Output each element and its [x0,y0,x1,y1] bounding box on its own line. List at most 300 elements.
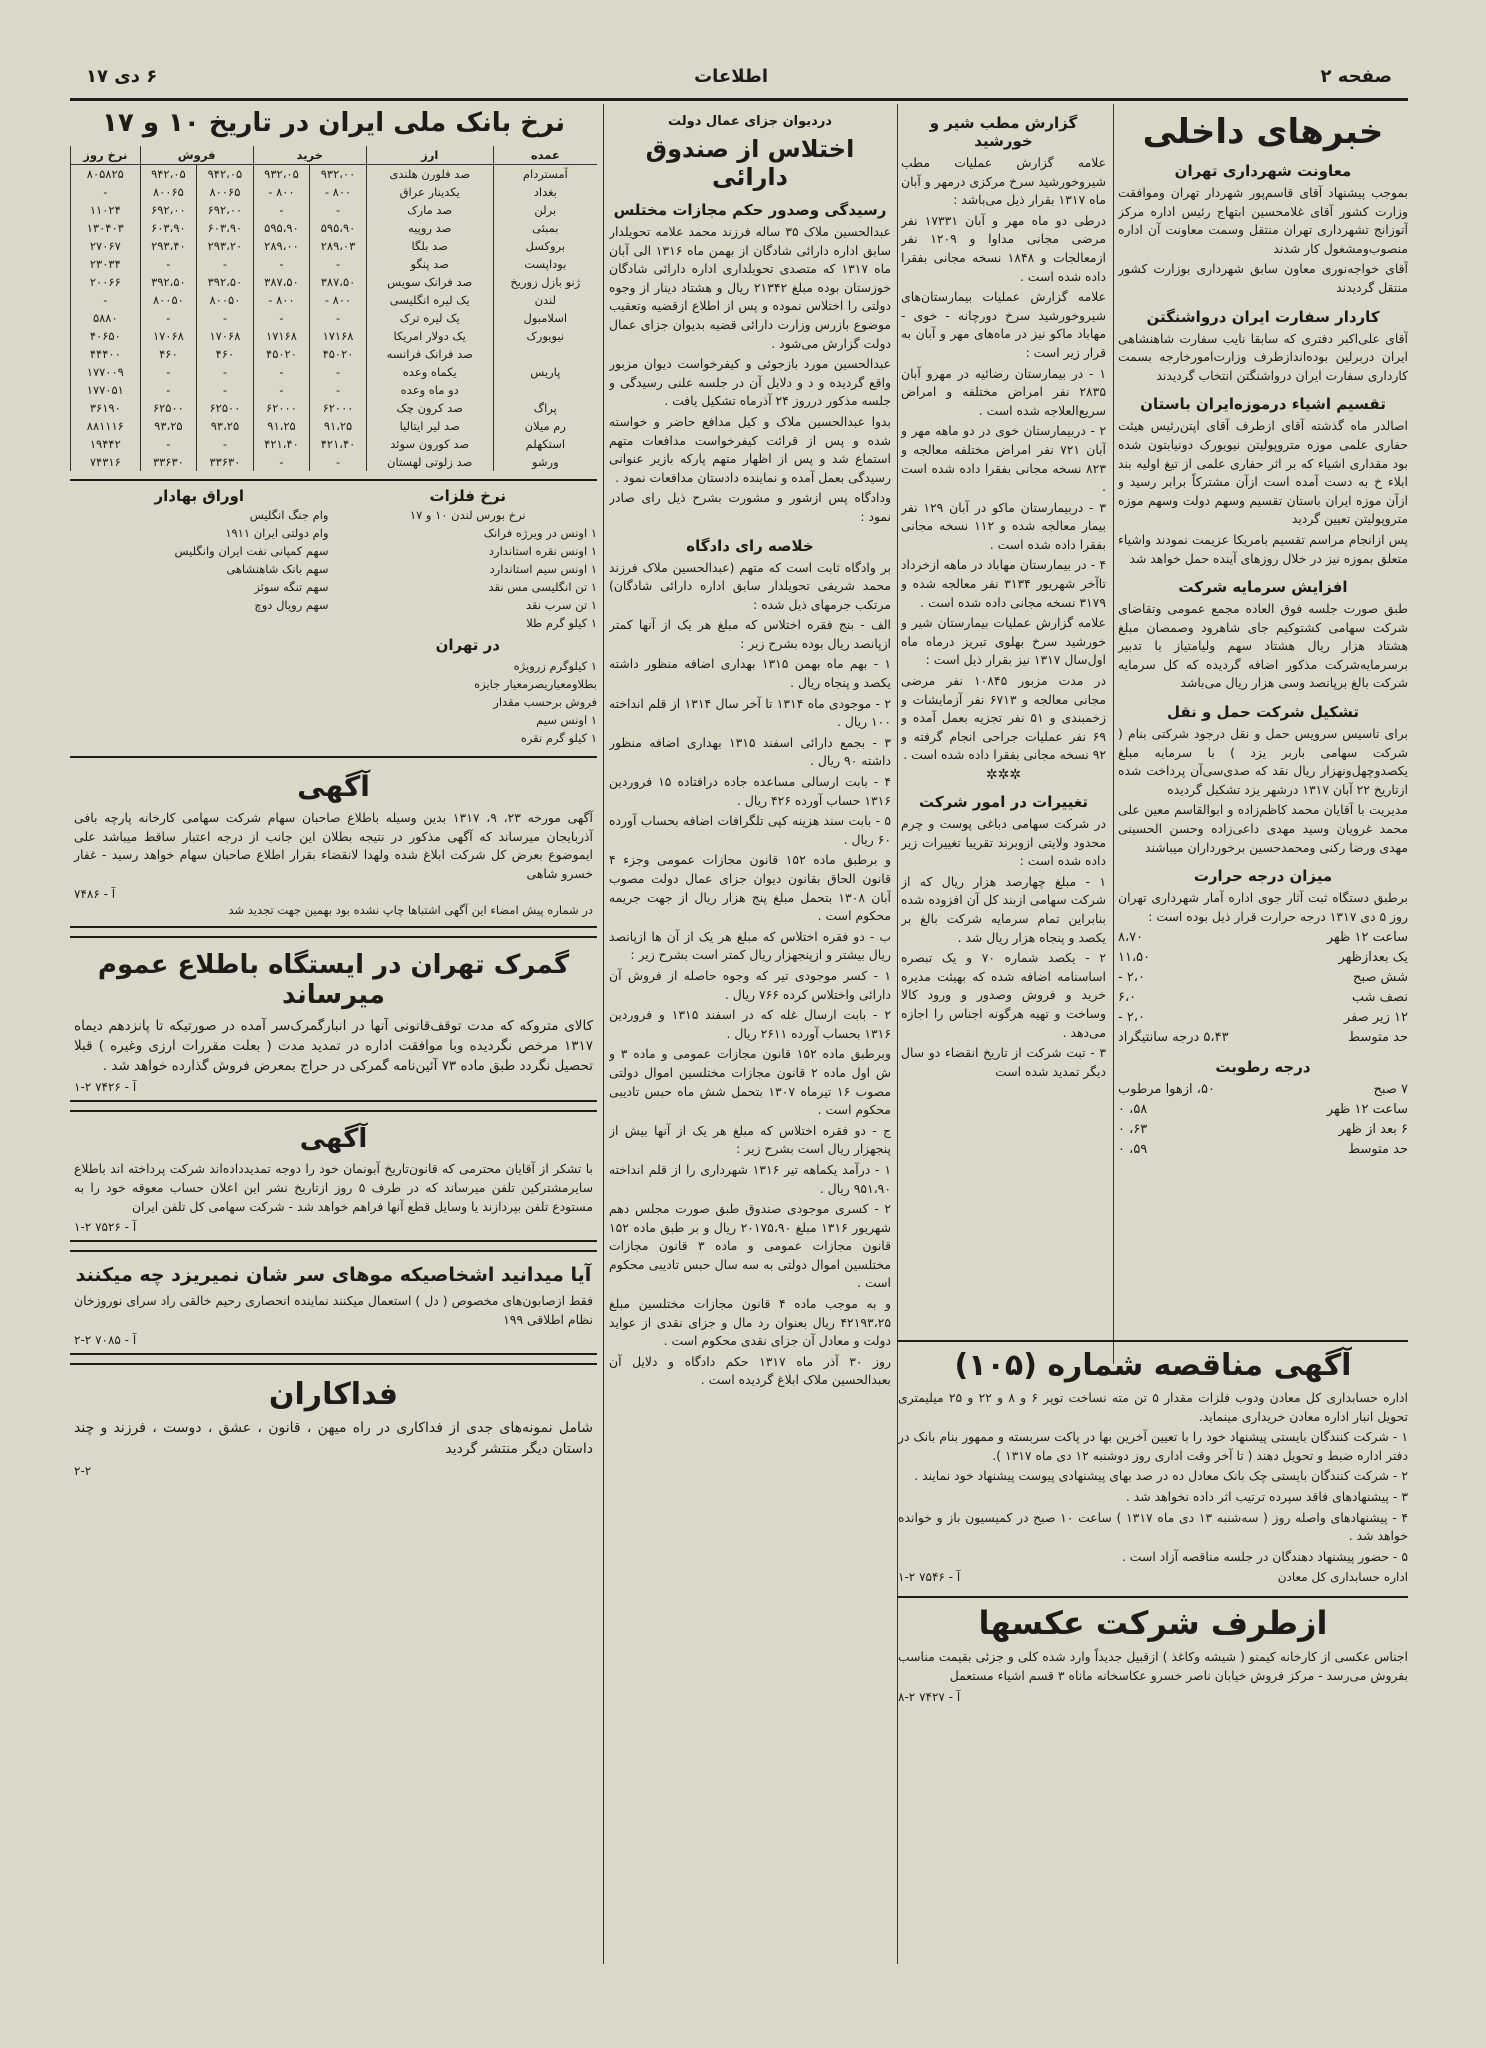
rate-cell-city: برلن [493,201,597,219]
table-row [71,183,598,201]
rate-cell-d: ۲۳۰۳۴ [71,255,141,273]
article-paragraph: عبدالحسین ملاک ۳۵ ساله فرزند محمد علامه تحویلدار سابق اداره دارائی شادگان از بهمن ماه ۱۳۱۶ الی آبان ماه ۱۳۱۷ که متصدی تحویلداری اداره دارائی شادگان خوزستان بوده مبلغ ۲۱۳۴۲ ریال و هشتاد دینار از وجوه دولتی را اختلاس نموده و پس از اطلاع ازقضیه وتعقیب موضوع بازرس وزارت دارائی قضیه بدیوان جزای عمال دولت گزارش می‌شود . [609,224,891,351]
rate-cell-b1: - [310,201,367,219]
rate-cell-name: یک لیره ترک [366,309,493,327]
table-row [71,327,598,345]
list-item: ۱ اونس در ویرژه فرانک [483,526,597,540]
news-headline: تشکیل شرکت حمل و نقل [1166,703,1360,722]
reading-row [1118,1080,1408,1100]
table-row [71,453,598,471]
report-body [901,154,1106,765]
report-paragraph: علامه گزارش عملیات مطب شیروخورشید سرخ مرکزی درمهر و آبان ماه ۱۳۱۷ بقرار ذیل می‌باشد : [901,155,1106,208]
column-divider [603,104,604,1964]
list-item: ۱ اونس نقره استاندارد [488,544,597,558]
rate-cell-s2: ۴۶۰ [140,345,197,363]
ad-title: آگهی [297,770,370,803]
tender-paragraph: ۳ - پیشنهادهای فاقد سپرده ترتیب اثر داده نخواهد شد . [1125,1488,1408,1504]
rate-cell-b2: - [253,363,310,381]
rate-cell-s2: - [140,381,197,399]
ad-code: آ - ۷۵۲۶ ۲-۱ [74,1220,137,1235]
reading-row [1118,968,1408,988]
reading-row [1118,988,1408,1008]
reading-label: حد متوسط [1348,1142,1408,1158]
rate-cell-s2: ۱۷۰۶۸ [140,327,197,345]
rate-cell-s2: ۸۰۰۵۰ [140,291,197,309]
rate-cell-s1: ۶۲۵۰۰ [197,399,254,417]
col-sell: فروش [140,146,253,165]
rate-cell-city: بوداپست [493,255,597,273]
reading-label: ساعت ۱۲ ظهر [1326,930,1408,946]
verdict-paragraph: و به موجب ماده ۴ قانون مجازات مختلسین مبلغ ۴۲۱۹۳،۲۵ ریال بعنوان رد مال و جزای نقدی از عواید دولت و معادل آن جزای نقدی محکوم است . [609,1296,891,1349]
news-items [1118,162,1408,926]
rate-cell-name: صد فلورن هلندی [366,165,493,184]
ad-text: فقط ازصابون‌های مخصوص ( دل ) استعمال میکنند نماینده انحصاری رحیم خالقی راد سرای نوروزخان نظام اطلاقی ۱۹۹ [74,1293,593,1327]
news-text: طبق صورت جلسه فوق العاده مجمع عمومی وتقاضای شرکت سهامی کشتوکیم جای شاهرود وصمصان مبلغ هشتاد هزار ریال هشتاد سهم ولیامتیاز با تدبیر برسرمایه‌شرکت مذکور اضافه گردیده که کل سرمایه شرکت بالغ برپانصد وسی هزار ریال می‌باشد [1118,601,1408,691]
reading-row [1118,1008,1408,1028]
ad-customs [70,936,597,1102]
rate-cell-name: صد کورون سوئد [366,435,493,453]
list-item: ۱ کیلو گرم طلا [526,616,597,630]
rates-and-ads-column [70,104,597,1964]
rate-cell-b2: - [253,201,310,219]
tender-ad [898,1340,1408,1862]
article-paragraph: ودادگاه پس ازشور و مشورت بشرح ذیل رای صادر نمود : [609,490,891,524]
rate-cell-name: یک دولار امریکا [366,327,493,345]
rate-cell-name: صد کرون چک [366,399,493,417]
reading-row [1118,928,1408,948]
col-buy: خرید [253,146,366,165]
company-changes-body [901,815,1106,1081]
news-headline: معاونت شهرداری تهران [1174,162,1352,180]
tender-paragraph: اداره حسابداری کل معادن ودوب فلزات مقدار ۵ تن مته نساخت توپر ۶ و ۸ و ۲۲ و ۲۵ میلیمتری تحویل انبار اداره معادن خریداری مینماید. [898,1390,1408,1424]
rate-cell-b1: ۸۰۰ - [310,291,367,309]
rate-cell-s2: ۶۰۳،۹۰ [140,219,197,237]
rate-cell-b2: ۹۳۲،۰۵ [253,165,310,184]
page-header [70,58,1408,101]
rate-cell-s1: ۸۰۰۶۵ [197,183,254,201]
list-item: ۱ تن انگلیسی مس نقد [488,580,597,594]
column-divider [1113,104,1114,1364]
separator: ✲✲✲ [985,767,1022,783]
table-row [71,273,598,291]
ad-title: گمرک تهران در ایستگاه باطلاع عموم میرساند [97,950,570,1011]
reading-value: ۶،۰ [1118,990,1137,1006]
list-item: ۱ اونس سیم استاندارد [489,562,597,576]
rate-cell-name: یکدینار عراق [366,183,493,201]
rate-cell-b1: ۴۵۰۲۰ [310,345,367,363]
verdict-paragraph: ۱ - درآمد یکماهه تیر ۱۳۱۶ شهرداری را از قلم انداخته ۹۵۱،۹۰ ریال . [609,1161,891,1196]
table-row [71,399,598,417]
humidity-title: درجه رطوبت [1215,1058,1311,1077]
verdict-paragraph: ۲ - بابت ارسال غله که در اسفند ۱۳۱۵ و فروردین ۱۳۱۶ بحساب آورده ۲۶۱۱ ریال . [609,1007,891,1041]
ad-soap [70,1250,597,1355]
rate-cell-city: ورشو [493,453,597,471]
news-headline: کاردار سفارت ایران درواشنگتن [1146,307,1380,326]
list-item: وام دولتی ایران ۱۹۱۱ [225,526,329,540]
reading-row [1118,1120,1408,1140]
report-title: گزارش مطب شیر و خورشید [929,114,1078,150]
rate-cell-d: ۱۹۴۴۲ [71,435,141,453]
rate-cell-name: صد زلوتی لهستان [366,453,493,471]
rate-cell-s1: - [197,363,254,381]
rate-cell-s2: ۶۲۵۰۰ [140,399,197,417]
verdict-paragraph: وبرطبق ماده ۱۵۲ قانون مجازات عمومی و ماده ۳ و ش اول ماده ۲ قانون مجازات مختلسین اموال دولتی مصوب ۱۶ تیرماه ۱۳۰۷ بتحمل شش ماه حبس تادیبی محکوم است . [609,1046,891,1118]
metals-sub: نرخ بورس لندن ۱۰ و ۱۷ [409,508,526,522]
rate-cell-b1: ۹۳۲،۰۰ [310,165,367,184]
rate-cell-city: استکهلم [493,435,597,453]
verdict-paragraph: ۲ - کسری موجودی صندوق طبق صورت مجلس دهم شهریور ۱۳۱۶ مبلغ ۲۰۱۷۵،۹۰ ریال و بر طبق ماده ۱۵۲ قانون مجازات عمومی و ماده ۳ قانون مجازات مختلسین اموال دولتی به سه سال حبس تادیبی محکوم است . [609,1201,891,1291]
rate-cell-b2: ۲۸۹،۰۰ [253,237,310,255]
temperature-table [1118,928,1408,1048]
reading-value: ۵۰، ازهوا مرطوب [1118,1082,1215,1098]
table-row [71,417,598,435]
col-city: عمده [493,146,597,165]
rate-cell-s1: ۲۹۳،۲۰ [197,237,254,255]
article-title: اختلاس از صندوق دارائی [645,135,855,191]
reading-row [1118,1140,1408,1160]
tender-body [898,1389,1408,1566]
reading-value: ۵۸، ۰ [1118,1102,1148,1118]
table-row [71,309,598,327]
reading-label: ۶ بعد از ظهر [1338,1122,1408,1138]
rate-title: نرخ بانک ملی ایران در تاریخ ۱۰ و ۱۷ [102,108,565,138]
photo-company-text: اجناس عکسی از کارخانه کیمنو ( شیشه وکاغذ ) ازقبیل جدیداً وارد شده کلی و جزئی بقیمت مناسب بفروش می‌رسد - مرکز فروش خیابان ناصر خسرو عکاسخانه ماناه ۳ قسم اشیاء مستعمل [898,1649,1408,1683]
reading-label: ۷ صبح [1373,1082,1408,1098]
reading-label: شش صبح [1353,970,1408,986]
article-paragraph: عبدالحسین مورد بازجوئی و کیفرخواست دیوان مزبور واقع گردیده و د و دلایل آن در جلسه علنی رسیدگی و جلسه مذکور درروز ۲۴ آذرماه تشکیل یافت . [609,356,891,409]
ad-title: آگهی [299,1124,368,1155]
news-text: آقای خواجه‌نوری معاون سابق شهرداری بوزارت کشور منتقل گردیدند [1118,261,1408,295]
rate-cell-name: صد مارک [366,201,493,219]
reading-row [1118,948,1408,968]
photo-company-code: آ - ۷۴۲۷ ۲-۸ [898,1689,961,1704]
rate-cell-s2: ۶۹۲،۰۰ [140,201,197,219]
table-row [71,381,598,399]
tender-paragraph: ۴ - پیشنهادهای واصله روز ( سه‌شنبه ۱۳ دی ماه ۱۳۱۷ ) ساعت ۱۰ صبح در کمیسیون باز و خوانده خواهد شد . [898,1509,1408,1544]
verdict-paragraph: و برطبق ماده ۱۵۲ قانون مجازات عمومی وجزء ۴ قانون الحاق بقانون دیوان جزای عمال دولت مصوب آبان ۱۳۰۸ بتحمل مبلغ پنج هزار ریال از جهت جریمه محکوم است . [609,852,891,924]
ad-code: آ - ۷۴۲۶ ۲-۱ [74,1080,137,1095]
ad-note: در شماره پیش امضاء این آگهی اشتباها چاپ نشده بود بهمین جهت تجدید شد [228,903,593,918]
rate-cell-s2: ۹۴۲،۰۵ [140,165,197,184]
list-item: سهم کمپانی نفت ایران وانگلیس [174,544,329,558]
report-paragraph: علامه گزارش عملیات بیمارستان‌های شیروخورشید سرخ دورچانه - خوی - مهاباد ماکو نیز در ماه‌های مهر و آبان به قرار زیر است : [901,289,1106,360]
reading-value: ۲،۰ - [1118,970,1145,986]
ad-text: کالای متروکه که مدت توقف‌قانونی آنها در انبارگمرک‌سر آمده در صورتیکه تا پانزدهم دیماه ۱۳۱۷ مرخص نگردیده وبا موافقت اداره در تمدید مدت ( بعلت مقررات ارزی وغیره ) قبلا تحصیل نگردد طبق ماده ۷۳ آئین‌نامه گمرکی در حراج بمعرض فروش گذارده خواهد شد . [74,1018,593,1075]
rate-cell-b2: ۴۲۱،۴۰ [253,435,310,453]
col-day: نرخ روز [71,146,141,165]
rate-cell-d: ۱۷۷۰۵۱ [71,381,141,399]
tender-sign: اداره حسابداری کل معادن [1277,1570,1408,1585]
rate-cell-b2: - [253,255,310,273]
report-paragraph: ۴ - در بیمارستان مهاباد در ماهه ازخرداد تاآخر شهریور ۳۱۳۴ نفر معالجه شده و ۳۱۷۹ نسخه مجانی داده شده است . [901,557,1106,610]
table-row [71,201,598,219]
reading-value: ۵،۴۳ درجه سانتیگراد [1118,1030,1229,1046]
rate-cell-city: بمبئی [493,219,597,237]
rate-cell-city: ژنو بازل زوریخ [493,273,597,291]
rate-cell-b2: ۹۱،۲۵ [253,417,310,435]
rate-cell-city: اسلامبول [493,309,597,327]
rate-cell-city [493,345,597,363]
rate-cell-s1: ۴۶۰ [197,345,254,363]
rate-cell-b2: - [253,453,310,471]
col-currency: ارز [366,146,493,165]
rate-cell-b2: - [253,309,310,327]
health-report-column [901,104,1106,1334]
rate-cell-city: نیویورک [493,327,597,345]
list-item: وام جنگ انگلیس [249,508,329,522]
company-paragraph: ۲ - یکصد شماره ۷۰ و یک تبصره اساسنامه اضافه شده که بهیئت مدیره خرید و فروش وصدور و ورود کالا وساخت و تهیه هرگونه اجناس را اجازه می‌دهد . [901,950,1106,1040]
rate-cell-s1: - [197,255,254,273]
rate-cell-city: بغداد [493,183,597,201]
verdict-paragraph: ب - دو فقره اختلاس که مبلغ هر یک از آن ها ازپانصد ریال بیشتر و ازپنجهزار ریال کمتر است بشرح زیر : [609,928,891,963]
reading-label: نصف شب [1351,990,1408,1006]
rate-cell-d: ۸۸۱۱۱۶ [71,417,141,435]
table-row [71,345,598,363]
verdict-paragraph: الف - بنج فقره اختلاس که مبلغ هر یک از آنها کمتر ازپانصد ریال بوده بشرح زیر : [609,617,891,651]
news-text: برطبق دستگاه ثبت آثار جوی اداره آمار شهرداری تهران روز ۵ دی ۱۳۱۷ درجه حرارت قرار ذیل بوده است : [1118,890,1408,924]
rate-cell-s1: - [197,309,254,327]
rate-cell-s2: ۲۹۳،۴۰ [140,237,197,255]
company-paragraph: در شرکت سهامی دباغی پوست و چرم محدود ولایتی ازوبرند تقریبا تغییرات زیر داده شده است : [901,816,1106,869]
rate-cell-city: بروکسل [493,237,597,255]
news-text: مدیریت با آقایان محمد کاظم‌زاده و ابوالقاسم معین علی محمد غرویان وسید مهدی داعی‌زاده وحسن الحسینی مهدی ورضا رکنی ومحمدحسین برخورداران میباشند [1118,802,1408,855]
rate-cell-s1: ۱۷۰۶۸ [197,327,254,345]
rate-cell-d: ۲۷۰۶۷ [71,237,141,255]
rate-cell-s2: ۹۳،۲۵ [140,417,197,435]
news-text: برای تاسیس سرویس حمل و نقل درجود شرکتی بنام ( شرکت سهامی باربر یزد ) با سرمایه مبلغ یکصدوچهل‌ونهزار ریال نقد که صدی‌سی‌آن پرداخت شده ازتاریخ ۲۲ آبان ۱۳۱۷ درشهر یزد تشکیل گردیده [1118,726,1408,797]
rate-cell-name: صد فرانک سویس [366,273,493,291]
article-body [609,223,891,527]
article-subtitle: رسیدگی وصدور حکم مجازات مختلس [613,201,887,219]
news-text: پس ازانجام مراسم تقسیم بامریکا عزیمت نمودند واشیاء متعلق بموزه نیز در خلال روزهای آینده حمل خواهد شد [1118,531,1408,566]
company-paragraph: ۳ - تبت شرکت از تاریخ انقضاء دو سال دیگر تمدید شده است [901,1045,1106,1079]
verdict-paragraph: ۵ - بابت سند هزینه کپی تلگرافات اضافه بحساب آورده ۶۰ ریال . [609,813,891,847]
rate-cell-name: صد فرانک فرانسه [366,345,493,363]
rate-cell-s1: ۸۰۰۵۰ [197,291,254,309]
reading-row [1118,1100,1408,1120]
ad-text: شامل نمونه‌های جدی از فداکاری در راه میهن ، قانون ، عشق ، دوست ، فرزند و چند داستان دیگر منتشر گردید [74,1420,593,1458]
kicker: دردیوان جزای عمال دولت [668,114,832,129]
news-headline: میزان درجه حرارت [1193,867,1333,886]
rate-cell-b1: ۱۷۱۶۸ [310,327,367,345]
reading-value: ۵۹، ۰ [1118,1142,1148,1158]
rate-cell-b1: - [310,453,367,471]
news-headline: افزایش سرمایه شرکت [1178,578,1348,597]
rate-cell-s1: ۶۹۲،۰۰ [197,201,254,219]
metals-title: نرخ فلزات [429,487,506,505]
verdict-body [609,559,891,1391]
report-paragraph: ۱ - در بیمارستان رضائیه در مهرو آبان ۲۸۳۵ نفر امراض مختلفه و امراض سریع‌العلاجه شده است . [901,365,1106,418]
verdict-paragraph: ۱ - کسر موجودی تیر که وجوه حاصله از فروش آن دارائی واختلاس کرده ۷۶۶ ریال . [609,967,891,1002]
rate-cell-name: صد لیر ایتالیا [366,417,493,435]
rate-cell-city: پاریس [493,363,597,381]
reading-value: ۸،۷۰ [1118,930,1144,946]
report-paragraph: درطی دو ماه مهر و آبان ۱۷۳۳۱ نفر مرضی مجانی مداوا و ۱۲۰۹ نفر ازمعالجات و ۱۸۴۸ نسخه مجانی بفقرا داده شده است . [901,212,1106,284]
verdict-paragraph: روز ۳۰ آذر ماه ۱۳۱۷ حکم دادگاه و دلایل آن بعبدالحسین ملاک ابلاغ گردیده است . [609,1353,891,1388]
rate-cell-b2: - [253,381,310,399]
rate-cell-b1: ۴۲۱،۴۰ [310,435,367,453]
rate-cell-s2: ۳۹۲،۵۰ [140,273,197,291]
rate-cell-d: ۱۱۰۲۴ [71,201,141,219]
rate-cell-s2: - [140,255,197,273]
rate-cell-s1: ۳۹۲،۵۰ [197,273,254,291]
list-item: ۱ اونس سیم [536,713,597,727]
rate-cell-d: - [71,291,141,309]
humidity-table [1118,1080,1408,1160]
ad-code: آ - ۷۰۸۵ ۲-۲ [74,1333,137,1348]
rate-cell-name: صد پنگو [366,255,493,273]
verdict-paragraph: ۱ - بهم ماه بهمن ۱۳۱۵ بهداری اضافه منظور داشته یکصد و پنجاه ریال . [609,656,891,691]
domestic-news-column [1118,104,1408,1364]
company-changes-title: تغییرات در امور شرکت [918,793,1089,811]
rate-cell-s1: ۳۳۶۳۰ [197,453,254,471]
rate-cell-s2: - [140,309,197,327]
rate-cell-s1: - [197,435,254,453]
rate-cell-d: ۵۸۸۰ [71,309,141,327]
table-row [71,435,598,453]
report-paragraph: در مدت مزبور ۱۰۸۴۵ نفر مرضی مجانی معالجه و ۶۷۱۳ نفر آزمایشات و زخمبندی و ۵۱ نفر تجزیه بعمل آمده و ۶۹ نفر عملیات جراحی انجام گرفته و ۹۲ نسخه مجانی بفقرا داده شده است . [901,673,1106,763]
rate-cell-city [493,381,597,399]
news-text: بموجب پیشنهاد آقای قاسم‌پور شهردار تهران وموافقت وزارت کشور آقای غلامحسین ابتهاج رئیس اداره مرکز آتوزانج تشهرداری تهران منتقل وسمت معاونت آن اداره منصوب‌ومشغول کار شدند [1118,185,1408,256]
rate-cell-b2: ۱۷۱۶۸ [253,327,310,345]
page-number: صفحه ۲ [1320,66,1392,87]
rate-cell-name: صد بلگا [366,237,493,255]
verdict-paragraph: ۴ - بابت ارسالی مساعده جاده درافتاده ۱۵ فروردین ۱۳۱۶ حساب آورده ۴۲۶ ریال . [609,774,891,808]
news-text: اصالدر ماه گذشته آقای ازطرف آقای اپتن‌رئیس هیئت حفاری علمی موزه متروپولیتن نیویورک دونیابتون شده بود مقداری اشیاء که بر اثر حفاری علمی از تیغ اولیه بند ابلاء خ به دست آمده است ازآن مشترکاً برابر رسید و ازآن موزه ایران باستان تقسیم وسهم دولت وسهم موزه متروپولیتن تعیین گردید [1118,418,1408,527]
report-paragraph: ۳ - دربیمارستان ماکو در آبان ۱۲۹ نفر بیمار معالجه شده و ۱۱۲ نسخه مجانی بفقرا داده شده است . [901,499,1106,552]
newspaper-name: اطلاعات [694,66,768,87]
rate-cell-s1: - [197,381,254,399]
rate-cell-b1: ۶۲۰۰۰ [310,399,367,417]
list-item: سهم بانک شاهنشاهی [226,562,329,576]
verdict-paragraph: ۲ - موجودی ماه ۱۳۱۴ تا آخر سال ۱۳۱۴ از قلم انداخته ۱۰۰ ریال . [609,695,891,730]
rate-cell-d: - [71,183,141,201]
rate-cell-s2: ۸۰۰۶۵ [140,183,197,201]
rate-cell-s2: ۳۳۶۳۰ [140,453,197,471]
issue-date: ۶ دی ۱۷ [86,66,158,87]
verdict-paragraph: ۳ - بجمع دارائی اسفند ۱۳۱۵ بهداری اضافه منظور داشته ۹۰ ریال . [609,734,891,769]
ad-book [70,1363,597,1484]
rate-cell-b2: ۸۰۰ - [253,291,310,309]
rate-cell-d: ۱۷۷۰۰۹ [71,363,141,381]
court-report-column [609,104,891,1964]
table-row [71,255,598,273]
rate-cell-b2: ۵۹۵،۹۰ [253,219,310,237]
news-text: آقای علی‌اکبر دفتری که سابقا نایب سفارت شاهنشاهی ایران دربرلین بوده‌اند‌ازطرف وزارت‌امورخارجه بسمت کارداری سفارت ایران درواشنگتن انتخاب گردیدند [1118,330,1408,383]
exchange-rate-table [70,146,597,471]
rate-cell-b1: ۵۹۵،۹۰ [310,219,367,237]
rate-cell-b1: ۹۱،۲۵ [310,417,367,435]
reading-row [1118,1028,1408,1048]
list-item: سهم رویال دوچ [254,598,329,612]
rate-cell-d: ۷۴۳۱۶ [71,453,141,471]
list-item: ۱ کیلوگرم زرویژه [513,659,597,673]
rate-cell-d: ۲۰۰۶۶ [71,273,141,291]
ad-text: با تشکر از آقایان محترمی که قانون‌تاریخ آبونمان خود را دوجه تمدید‌داده‌اند شرکت پرداخته اند باطلاع سایرمشترکین تلفن میرساند که در طرف ۵ روز ازتاریخ نشر این اعلان حساب معوقه خود را به مستودع تلفن بپردازند یا وسایل قطع آنها فراهم خواهد شد - شرکت سهامی کل تلفن ایران [74,1161,593,1214]
rate-cell-s2: - [140,435,197,453]
verdict-paragraph: ج - دو فقره اختلاس که مبلغ هر یک از آنها بیش از پنجهزار ریال است بشرح زیر : [609,1122,891,1157]
reading-label: ۱۲ زیر صفر [1343,1010,1408,1026]
ad-textile [70,756,597,928]
rate-cell-name: دو ماه وعده [366,381,493,399]
rate-cell-city: پراگ [493,399,597,417]
tender-code: آ - ۷۵۴۶ ۲-۱ [898,1570,961,1585]
list-item: فروش برحسب مقدار [493,695,597,709]
ad-text: آگهی مورخه ۲۳، ۹، ۱۳۱۷ بدین وسیله باطلاع صاحبان سهام شرکت سهامی کارخانه پارچه بافی آذربایجان میرساند که آگهی مذکور در نتیجه بطلان این جانب از درجه اعتبار ساقط میباشد علی ایموضوع بعرض کل شرکت ابلاغ شده ولهدا لانقضاء بقرار اطلاع صاحبان سهام خواهد رسید - غفار خسرو شاهی [74,810,593,881]
rate-cell-name: صد روپیه [366,219,493,237]
rate-cell-d: ۳۶۱۹۰ [71,399,141,417]
ad-title: فداکاران [268,1377,399,1413]
rate-cell-b1: - [310,309,367,327]
ad-title: آیا میدانید اشخاصیکه موهای سر شان نمیریزد چه میکنند [75,1264,592,1287]
verdict-paragraph: بر وادگاه ثابت است که متهم (عبدالحسین ملاک فرزند محمد شریفی تحویلدار سابق اداره دارائی شادگان) مرتکب جرمهای ذیل شده : [609,559,891,612]
report-paragraph: علامه گزارش عملیات بیمارستان شیر و خورشید سرخ بهلوی تبریز درماه ماه اول‌سال ۱۳۱۷ نیز بقرار ذیل است : [901,615,1106,668]
rate-cell-s2: - [140,363,197,381]
rate-cell-city: لندن [493,291,597,309]
tender-title: آگهی مناقصه شماره (۱۰۵) [954,1348,1352,1383]
rate-cell-b2: ۸۰۰ - [253,183,310,201]
tender-paragraph: ۲ - شرکت کنندگان بایستی چک بانک معادل ده در صد بهای پیشنهادی پیوست پیشنهاد خود نمایند . [914,1468,1408,1484]
rate-cell-d: ۱۳۰۴۰۳ [71,219,141,237]
rate-cell-b2: ۴۵۰۲۰ [253,345,310,363]
list-item: سهم تنگه سوئز [254,580,329,594]
company-paragraph: ۱ - مبلغ چهارصد هزار ریال که از شرکت سهامی ازبند کل آن افزوده شده بنابراین تمام سرمایه شرکت بالغ بر یکصد و پنجاه هزار ریال شد . [901,873,1106,945]
rate-cell-d: ۴۰۶۵۰ [71,327,141,345]
section-title: خبرهای داخلی [1142,112,1384,152]
table-row [71,291,598,309]
rate-cell-name: یک لیره انگلیسی [366,291,493,309]
ad-code: ۲-۲ [74,1464,92,1479]
rate-cell-s1: ۹۳،۲۵ [197,417,254,435]
tender-paragraph: ۵ - حضور پیشنهاد دهندگان در جلسه مناقصه آزاد است . [1121,1548,1408,1564]
table-row [71,165,598,184]
rate-cell-name: یکماه وعده [366,363,493,381]
reading-value: ۶۳، ۰ [1118,1122,1148,1138]
list-item: ۱ تن سرب نقد [526,598,597,612]
rate-cell-b2: ۳۸۷،۵۰ [253,273,310,291]
rate-cell-s1: ۶۰۳،۹۰ [197,219,254,237]
rate-cell-city: آمستردام [493,165,597,184]
rate-cell-b1: - [310,381,367,399]
rate-cell-b1: ۸۰۰ - [310,183,367,201]
table-row [71,219,598,237]
rate-cell-b1: - [310,255,367,273]
ad-code: آ - ۷۴۸۶ [74,887,116,902]
rate-cell-city: رم میلان [493,417,597,435]
tender-paragraph: ۱ - شرکت کنندگان بایستی پیشنهاد خود را با تعیین آخرین بها در پاکت سربسته و ممهور بنام بانک در دفتر اداره ضبط و تحویل دهند ( تا آخر وقت اداری روز دوشنبه ۱۲ دی ماه ۱۳۱۷ ). [898,1429,1408,1463]
reading-label: حد متوسط [1348,1030,1408,1046]
list-item: ۱ کیلو گرم نقره [520,731,597,745]
list-item: بطلاومعیاریصرمعیار جایزه [474,677,597,691]
photo-company-title: ازطرف شرکت عکسها [978,1604,1328,1643]
rate-cell-b1: ۲۸۹،۰۳ [310,237,367,255]
table-row [71,237,598,255]
rate-cell-b2: ۶۲۰۰۰ [253,399,310,417]
ad-telephone [70,1110,597,1242]
reading-value: ۲،۰ - [1118,1010,1145,1026]
rate-cell-d: ۴۴۴۰۰ [71,345,141,363]
reading-label: ساعت ۱۲ ظهر [1326,1102,1408,1118]
verdict-title: خلاصه رای دادگاه [686,536,814,555]
article-paragraph: بدوا عبدالحسین ملاک و کیل مدافع حاضر و خواسته شده و پس از قرائت کیفرخواست مدافعات متهم استماع شد و پس از اظهار متهم پارکه بازیر عنوانی رسیدگی بعمل آمده و نماینده دادستان مدافعات نمود . [609,413,891,485]
report-paragraph: ۲ - دربیمارستان خوی در دو ماهه مهر و آبان ۷۲۱ نفر امراض مختلفه معالجه و ۸۲۳ نسخه مجانی بفقرا داده شده است . [901,423,1106,495]
rate-cell-b1: ۳۸۷،۵۰ [310,273,367,291]
rate-cell-s1: ۹۴۲،۰۵ [197,165,254,184]
table-row [71,363,598,381]
reading-label: یک بعدازظهر [1338,950,1408,966]
reading-value: ۱۱،۵۰ [1118,950,1151,966]
news-headline: تقسیم اشیاء درموزه‌ایران‌ باستان [1140,395,1386,414]
